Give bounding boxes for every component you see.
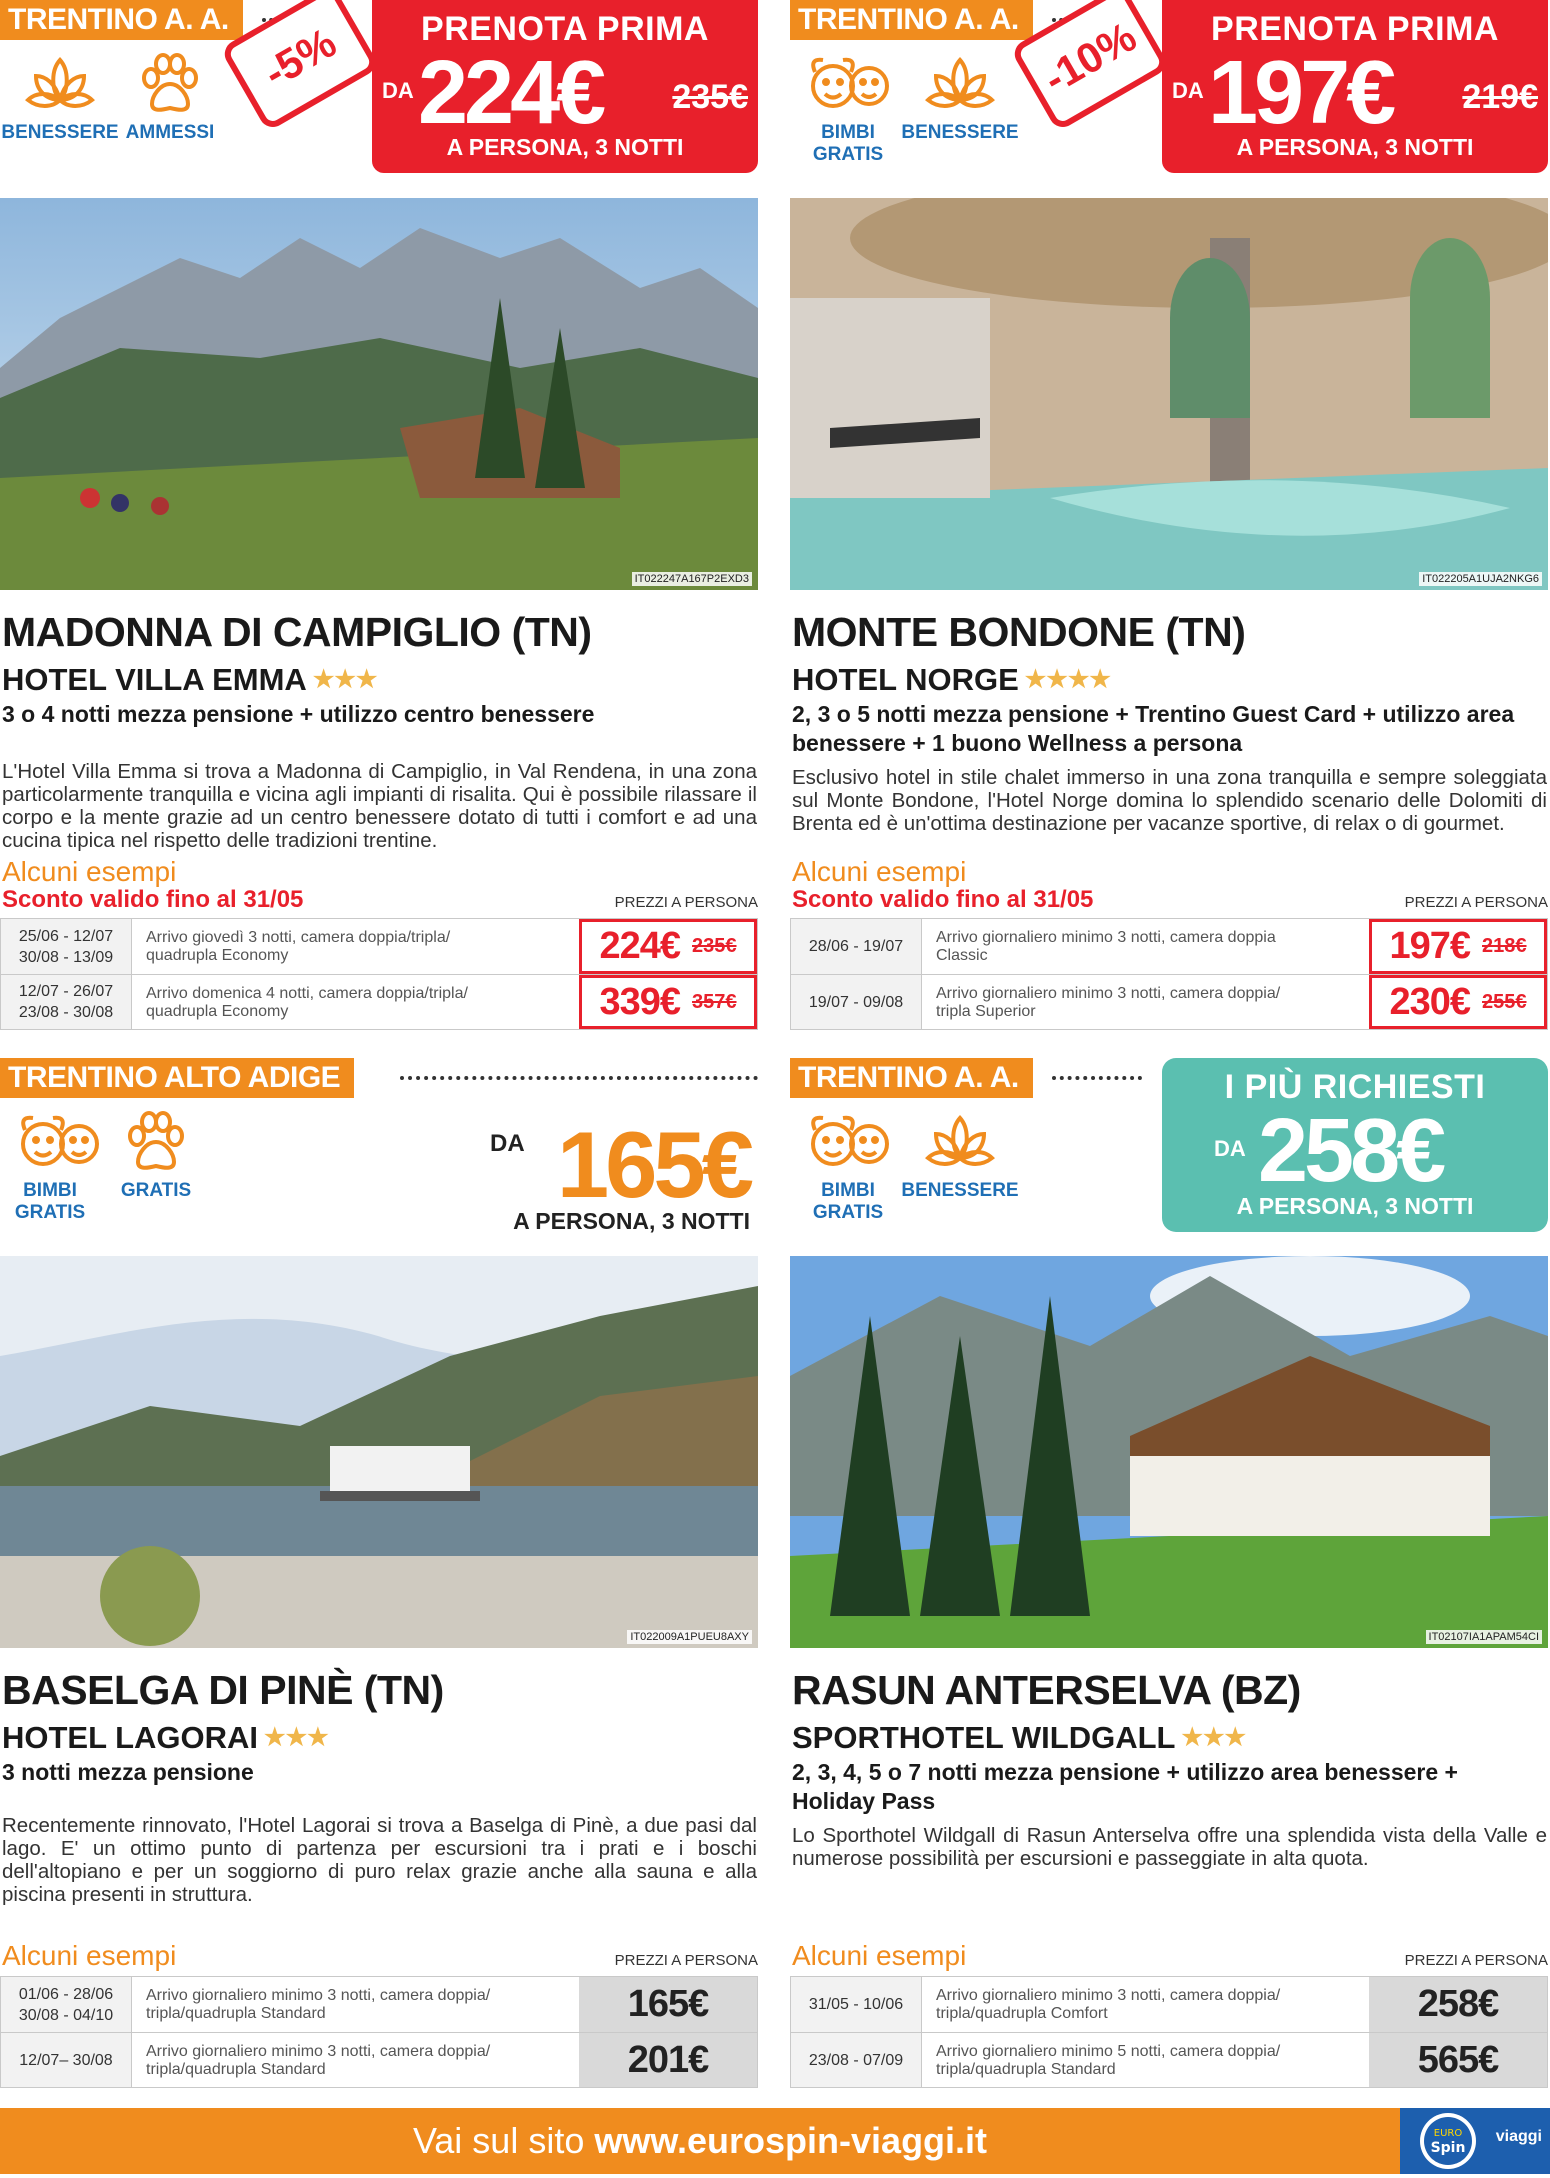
paw-icon (123, 1110, 189, 1172)
row-price-value: 339€ (599, 980, 681, 1023)
row-dates: 19/07 - 09/08 (791, 975, 921, 1029)
kids-icon (15, 1110, 105, 1172)
star-rating: ★★★ (312, 666, 378, 693)
row-description: Arrivo giornaliero minimo 5 notti, camera doppia/ tripla/quadrupla Standard (921, 2033, 1369, 2087)
hotel-name (792, 1722, 1246, 1753)
row-description: Arrivo domenica 4 notti, camera doppia/tripla/ quadrupla Economy (131, 975, 579, 1029)
row-old-price: 218€ (1482, 935, 1527, 957)
destination-title: BASELGA DI PINÈ (TN) (2, 1667, 444, 1713)
price-value: 224€ (418, 43, 603, 143)
region-label: TRENTINO A. A. (0, 0, 243, 40)
discount-validity: Sconto valido fino al 31/05 (792, 886, 1094, 913)
table-row (0, 1976, 758, 2032)
price-value: 197€ (1208, 43, 1393, 143)
photo-code: IT022205A1UJA2NKG6 (1419, 572, 1542, 586)
star-rating: ★★★ (264, 1724, 329, 1751)
hotel-description: Lo Sporthotel Wildgall di Rasun Anterselva offre una splendida vista della Valle e numerose possibilità per escursioni e passeggiate in alta quota. (792, 1824, 1547, 1870)
price-table (0, 918, 758, 1030)
feature-pets (110, 52, 230, 144)
discount-tag: -5% (220, 0, 381, 132)
price-per-person-label: PREZZI A PERSONA (1404, 1952, 1548, 1969)
feature-kids (790, 1110, 910, 1224)
hotel-photo (0, 198, 758, 590)
offer-subtitle: 2, 3, 4, 5 o 7 notti mezza pensione + utilizzo area benessere + Holiday Pass (792, 1759, 1458, 1814)
price-from-label: DA (382, 78, 414, 103)
price-per-label: A PERSONA, 3 NOTTI (513, 1208, 750, 1234)
footer-prefix: Vai sul sito (412, 2120, 595, 2161)
price-box (1162, 0, 1548, 173)
photo-code: IT022009A1PUEU8AXY (627, 1630, 752, 1644)
price-per-person-label: PREZZI A PERSONA (614, 894, 758, 911)
examples-heading: Alcuni esempi (2, 856, 177, 887)
divider (1052, 1076, 1142, 1080)
hotel-name-text: HOTEL NORGE (792, 662, 1019, 697)
row-dates: 12/07– 30/08 (1, 2033, 131, 2087)
row-price-value: 565€ (1417, 2038, 1499, 2081)
feature-benessere (900, 52, 1020, 144)
feature-label: GRATIS (120, 1180, 192, 1201)
eurospin-logo[interactable] (1400, 2108, 1550, 2174)
row-price (1369, 1977, 1547, 2032)
row-price (1369, 919, 1547, 974)
star-rating: ★★★★ (1024, 666, 1111, 693)
offer-card (790, 1058, 1548, 2098)
row-old-price: 235€ (692, 935, 737, 957)
row-price (1369, 975, 1547, 1029)
price-box (372, 0, 758, 173)
row-description: Arrivo giornaliero minimo 3 notti, camera doppia Classic (921, 919, 1369, 974)
old-price: 235€ (672, 78, 748, 116)
feature-benessere (900, 1110, 1020, 1202)
hotel-name-text: SPORTHOTEL WILDGALL (792, 1720, 1176, 1755)
hotel-photo (790, 1256, 1548, 1648)
row-description: Arrivo giovedì 3 notti, camera doppia/tripla/ quadrupla Economy (131, 919, 579, 974)
row-price-value: 224€ (599, 925, 681, 967)
discount-tag: -10% (1010, 0, 1171, 132)
feature-pets (96, 1110, 216, 1202)
price-per-person-label: PREZZI A PERSONA (1404, 894, 1548, 911)
examples-heading: Alcuni esempi (792, 1940, 967, 1971)
feature-label: BENESSERE (1, 122, 119, 143)
hotel-description: Recentemente rinnovato, l'Hotel Lagorai si trova a Baselga di Pinè, a due pasi dal lago. E' un ottimo punto di partenza per escursioni tra i prati e i boschi dell'altopiano e per un soggiorno di puro relax grazie anche alla sauna e alla piscina presenti in struttura. (2, 1814, 757, 1906)
paw-icon (137, 52, 203, 114)
price-table (790, 1976, 1548, 2088)
offer-subtitle: 3 o 4 notti mezza pensione + utilizzo centro benessere (2, 701, 595, 727)
price-box (1162, 1058, 1548, 1232)
feature-label: AMMESSI (125, 122, 215, 143)
feature-label: BIMBI GRATIS (14, 1180, 86, 1223)
hotel-description: L'Hotel Villa Emma si trova a Madonna di Campiglio, in Val Rendena, in una zona particolarmente tranquilla e vicina agli impianti di risalita. Qui è possibile rilassare il corpo e la mente grazie ad un centro benessere dotato di tutti i comfort e ad una cucina tipica nel rispetto delle tradizioni trentine. (2, 760, 757, 852)
price-from-label: DA (1214, 1136, 1246, 1161)
examples-heading: Alcuni esempi (2, 1940, 177, 1971)
lotus-icon (25, 52, 95, 114)
destination-title: RASUN ANTERSELVA (BZ) (792, 1667, 1301, 1713)
price-table (0, 1976, 758, 2088)
feature-label: BENESSERE (901, 1180, 1019, 1201)
hotel-name (2, 664, 377, 695)
row-dates: 25/06 - 12/07 30/08 - 13/09 (1, 919, 131, 974)
price-value: 165€ (556, 1112, 750, 1217)
row-price (579, 975, 757, 1029)
examples-heading: Alcuni esempi (792, 856, 967, 887)
hotel-photo (790, 198, 1548, 590)
logo-sub: viaggi (1495, 2128, 1542, 2145)
price-box (490, 1112, 750, 1238)
row-old-price: 255€ (1482, 990, 1527, 1013)
price-per-label: A PERSONA, 3 NOTTI (1236, 1193, 1474, 1219)
row-price (579, 2033, 757, 2087)
lotus-icon (925, 1110, 995, 1172)
offer-card (0, 0, 758, 1040)
price-per-label: A PERSONA, 3 NOTTI (446, 134, 684, 160)
old-price: 219€ (1462, 78, 1538, 116)
feature-label: BENESSERE (901, 122, 1019, 143)
kids-icon (805, 1110, 895, 1172)
offer-card (790, 0, 1548, 1040)
hotel-name (2, 1722, 329, 1753)
row-price-value: 197€ (1389, 925, 1471, 967)
table-row (0, 974, 758, 1030)
row-price-value: 201€ (627, 2038, 709, 2081)
table-row (0, 918, 758, 974)
table-row (0, 2032, 758, 2088)
hotel-photo (0, 1256, 758, 1648)
table-row (790, 974, 1548, 1030)
hotel-name-text: HOTEL VILLA EMMA (2, 662, 307, 697)
row-dates: 01/06 - 28/06 30/08 - 04/10 (1, 1977, 131, 2032)
svg-text:Spin: Spin (1430, 2140, 1466, 2156)
svg-text:EURO: EURO (1433, 2128, 1463, 2139)
row-description: Arrivo giornaliero minimo 3 notti, camera doppia/ tripla/quadrupla Comfort (921, 1977, 1369, 2032)
table-row (790, 1976, 1548, 2032)
row-price (579, 919, 757, 974)
price-table (790, 918, 1548, 1030)
price-per-label: A PERSONA, 3 NOTTI (1236, 134, 1474, 160)
discount-validity: Sconto valido fino al 31/05 (2, 886, 304, 913)
price-per-person-label: PREZZI A PERSONA (614, 1952, 758, 1969)
footer-url-link[interactable]: www.eurospin-viaggi.it (594, 2120, 988, 2161)
row-price-value: 230€ (1389, 980, 1471, 1023)
table-row (790, 2032, 1548, 2088)
row-price (1369, 2033, 1547, 2087)
row-dates: 12/07 - 26/07 23/08 - 30/08 (1, 975, 131, 1029)
feature-label: BIMBI GRATIS (812, 122, 884, 165)
divider (400, 1076, 758, 1080)
row-description: Arrivo giornaliero minimo 3 notti, camera doppia/ tripla Superior (921, 975, 1369, 1029)
feature-label: BIMBI GRATIS (812, 1180, 884, 1223)
row-dates: 28/06 - 19/07 (791, 919, 921, 974)
price-value: 258€ (1258, 1101, 1443, 1201)
offer-subtitle: 2, 3 o 5 notti mezza pensione + Trentino Guest Card + utilizzo area benessere + 1 buono Wellness a persona (792, 701, 1515, 756)
price-box-title: I PIÙ RICHIESTI (1224, 1068, 1486, 1106)
lotus-icon (925, 52, 995, 114)
footer-banner[interactable] (0, 2108, 1400, 2174)
row-old-price: 357€ (692, 990, 737, 1013)
row-price-value: 258€ (1417, 1983, 1499, 2025)
offer-card (0, 1058, 758, 2098)
row-price (579, 1977, 757, 2032)
row-description: Arrivo giornaliero minimo 3 notti, camera doppia/ tripla/quadrupla Standard (131, 1977, 579, 2032)
offer-subtitle: 3 notti mezza pensione (2, 1759, 254, 1785)
region-label: TRENTINO ALTO ADIGE (0, 1058, 354, 1098)
region-label: TRENTINO A. A. (790, 1058, 1033, 1098)
price-from-label: DA (490, 1130, 525, 1157)
destination-title: MONTE BONDONE (TN) (792, 609, 1246, 655)
hotel-description: Esclusivo hotel in stile chalet immerso in una zona tranquilla e sempre soleggiata sul Monte Bondone, l'Hotel Norge domina lo splendido scenario delle Dolomiti di Brenta ed è un'ottima destinazione per vacanze sportive, di relax o di gourmet. (792, 766, 1547, 835)
photo-code: IT02107IA1APAM54CI (1426, 1630, 1542, 1644)
price-box-title: PRENOTA PRIMA (421, 10, 709, 48)
kids-icon (805, 52, 895, 114)
feature-benessere (0, 52, 120, 144)
row-price-value: 165€ (627, 1983, 709, 2025)
price-from-label: DA (1172, 78, 1204, 103)
destination-title: MADONNA DI CAMPIGLIO (TN) (2, 609, 592, 655)
row-dates: 23/08 - 07/09 (791, 2033, 921, 2087)
star-rating: ★★★ (1181, 1724, 1247, 1751)
row-description: Arrivo giornaliero minimo 3 notti, camera doppia/ tripla/quadrupla Standard (131, 2033, 579, 2087)
region-label: TRENTINO A. A. (790, 0, 1033, 40)
photo-code: IT022247A167P2EXD3 (632, 572, 752, 586)
hotel-name (792, 664, 1111, 695)
feature-kids (790, 52, 910, 166)
table-row (790, 918, 1548, 974)
row-dates: 31/05 - 10/06 (791, 1977, 921, 2032)
price-box-title: PRENOTA PRIMA (1211, 10, 1499, 48)
hotel-name-text: HOTEL LAGORAI (2, 1720, 259, 1755)
